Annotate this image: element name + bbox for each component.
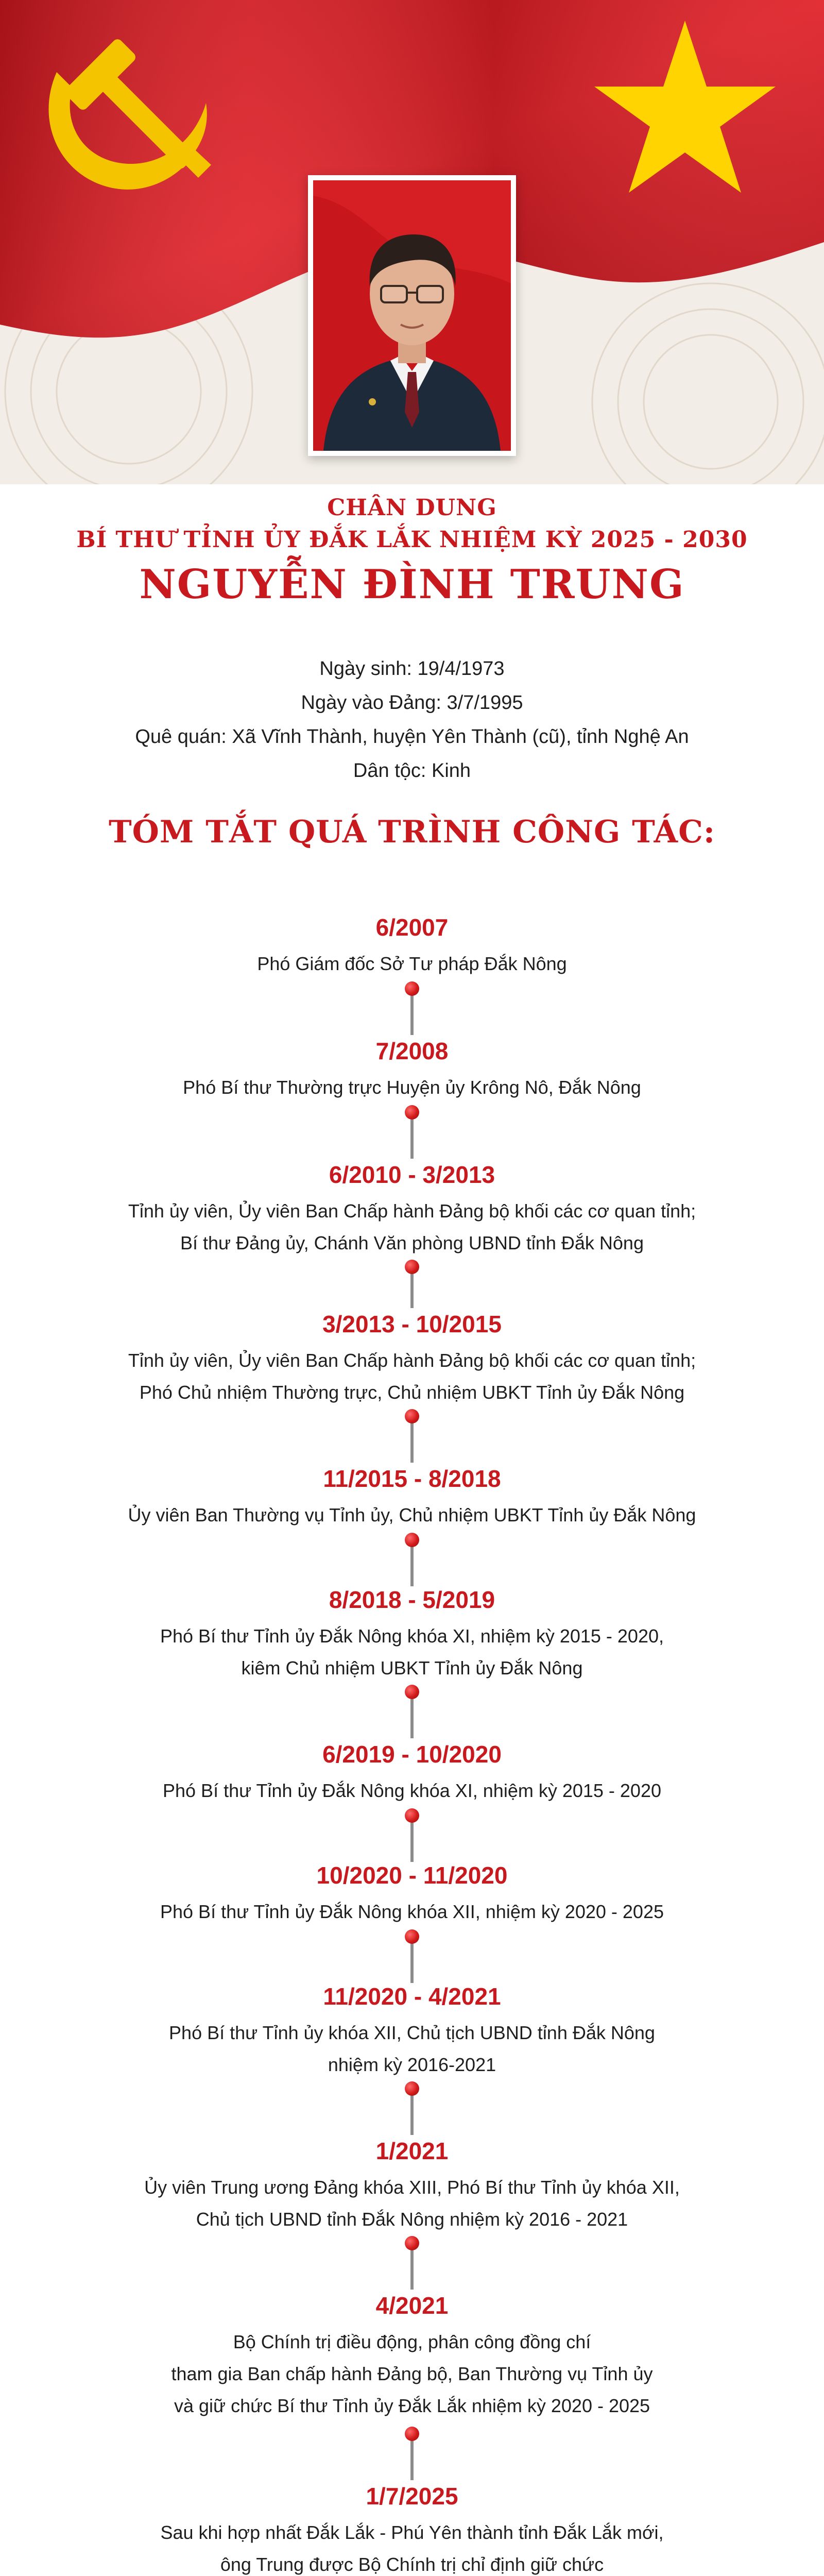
description-line: Ủy viên Ban Thường vụ Tỉnh ủy, Chủ nhiệm UBKT Tỉnh ủy Đắk Nông [128,1504,696,1526]
person-name: NGUYỄN ĐÌNH TRUNG [139,561,685,608]
description-line: Phó Giám đốc Sở Tư pháp Đắk Nông [257,953,567,974]
pin-icon [405,1105,419,1162]
timeline-entry [41,912,783,980]
ethnicity: Dân tộc: Kinh [353,760,471,782]
timeline-date: 10/2020 - 11/2020 [316,1862,508,1889]
timeline-description [41,2017,783,2081]
timeline-entry [41,1981,783,2081]
timeline-description [41,1195,783,1259]
timeline-date: 11/2015 - 8/2018 [323,1465,501,1492]
hometown: Quê quán: Xã Vĩnh Thành, huyện Yên Thành (cũ), tỉnh Nghệ An [135,726,689,748]
timeline-date: 6/2007 [375,914,449,941]
pin-icon [405,981,419,1038]
timeline-date: 7/2008 [375,1038,449,1064]
timeline-description [41,1499,783,1531]
timeline-date: 3/2013 - 10/2015 [322,1311,502,1337]
timeline-entry [41,2481,783,2576]
timeline-description [41,1775,783,1807]
timeline-description [41,948,783,980]
pin-icon [405,1685,419,1741]
timeline-date: 6/2019 - 10/2020 [322,1741,502,1768]
pin-icon [405,2081,419,2138]
timeline-heading: TÓM TẮT QUÁ TRÌNH CÔNG TÁC: [109,814,715,850]
timeline-date: 11/2020 - 4/2021 [323,1983,501,2010]
description-line: nhiệm kỳ 2016-2021 [328,2054,496,2075]
pin-icon [405,2236,419,2293]
pin-icon [405,1260,419,1311]
pin-icon [405,1808,419,1865]
description-line: Phó Bí thư Tỉnh ủy Đắk Nông khóa XI, nhiệm kỳ 2015 - 2020 [163,1780,661,1801]
description-line: ông Trung được Bộ Chính trị chỉ định giữ chức [220,2554,604,2575]
description-line: Bộ Chính trị điều động, phân công đồng chí [233,2331,591,2352]
timeline-description [41,2517,783,2576]
pin-icon [405,2427,419,2483]
timeline-description [41,2172,783,2235]
title-subtitle: BÍ THƯ TỈNH ỦY ĐẮK LẮK NHIỆM KỲ 2025 - 2030 [76,527,748,553]
timeline-date: 6/2010 - 3/2013 [329,1161,495,1188]
title-kicker: CHÂN DUNG [327,495,497,521]
timeline-date: 8/2018 - 5/2019 [329,1586,495,1613]
description-line: Sau khi hợp nhất Đắk Lắk - Phú Yên thành tỉnh Đắk Lắk mới, [160,2522,664,2543]
description-line: Phó Bí thư Tỉnh ủy Đắk Nông khóa XI, nhiệm kỳ 2015 - 2020, [160,1625,664,1647]
timeline-entry [41,1860,783,1928]
description-line: Phó Bí thư Tỉnh ủy Đắk Nông khóa XII, nhiệm kỳ 2020 - 2025 [160,1901,664,1922]
description-line: và giữ chức Bí thư Tỉnh ủy Đắk Lắk nhiệm kỳ 2020 - 2025 [174,2395,650,2416]
birth-date: Ngày sinh: 19/4/1973 [319,658,505,680]
pin-icon [405,1929,419,1986]
description-line: kiêm Chủ nhiệm UBKT Tỉnh ủy Đắk Nông [241,1657,583,1679]
description-line: Phó Bí thư Tỉnh ủy khóa XII, Chủ tịch UBND tỉnh Đắk Nông [169,2022,655,2043]
timeline-description [41,2326,783,2422]
timeline-description [41,1896,783,1928]
timeline-entry [41,1159,783,1259]
timeline-entry [41,1309,783,1409]
pin-icon [405,1409,419,1466]
timeline-description [41,1072,783,1104]
timeline-entry [41,1463,783,1531]
timeline-entry [41,2136,783,2235]
pin-icon [405,1533,419,1589]
description-line: Bí thư Đảng ủy, Chánh Văn phòng UBND tỉnh Đắk Nông [180,1232,644,1253]
timeline-date: 1/2021 [375,2138,449,2164]
timeline-date: 4/2021 [375,2292,449,2319]
description-line: tham gia Ban chấp hành Đảng bộ, Ban Thường vụ Tỉnh ủy [171,2363,653,2384]
description-line: Ủy viên Trung ương Đảng khóa XIII, Phó Bí thư Tỉnh ủy khóa XII, [144,2177,680,2198]
description-line: Phó Chủ nhiệm Thường trực, Chủ nhiệm UBKT Tỉnh ủy Đắk Nông [139,1382,685,1403]
timeline-entry [41,1584,783,1684]
description-line: Chủ tịch UBND tỉnh Đắk Nông nhiệm kỳ 2016 - 2021 [196,2209,628,2230]
timeline-entry [41,1739,783,1807]
timeline-entry [41,2290,783,2422]
description-line: Tỉnh ủy viên, Ủy viên Ban Chấp hành Đảng bộ khối các cơ quan tỉnh; [128,1200,696,1222]
timeline-description [41,1345,783,1409]
description-line: Phó Bí thư Thường trực Huyện ủy Krông Nô, Đắk Nông [183,1077,641,1098]
timeline-date: 1/7/2025 [366,2483,458,2510]
timeline-description [41,1620,783,1684]
party-join-date: Ngày vào Đảng: 3/7/1995 [301,692,523,714]
timeline-entry [41,1036,783,1104]
description-line: Tỉnh ủy viên, Ủy viên Ban Chấp hành Đảng bộ khối các cơ quan tỉnh; [128,1350,696,1371]
